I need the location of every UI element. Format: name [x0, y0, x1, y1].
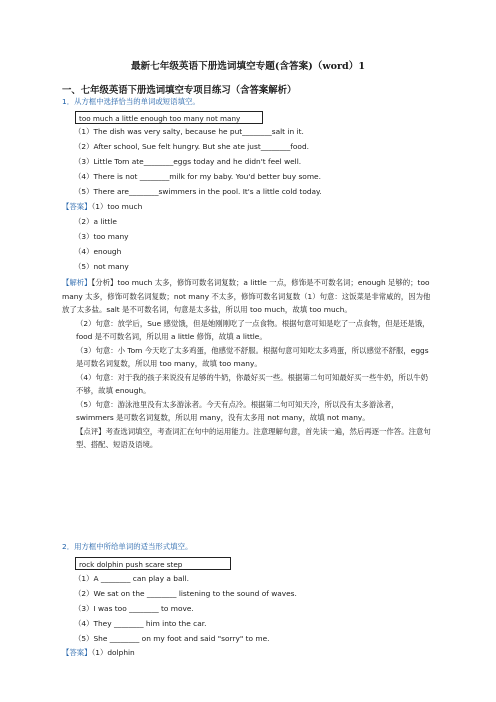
q1-item-3: （3）Little Tom ate________eggs today and he didn't feel well.	[74, 157, 302, 166]
q1-item-5: （5）There are________swimmers in the pool. It's a little cold today.	[74, 187, 322, 196]
q1-analysis-5: （5）句意：游泳池里没有太多游泳者。今天有点冷。根据第二句可知天冷，所以没有太多游泳者，swimmers 是可数名词复数，所以用 many，没有太多用 not many，故填 not many。	[76, 399, 399, 422]
q2-item-4: （4）They ________ him into the car.	[74, 619, 207, 628]
section-heading: 一、七年级英语下册选词填空专项目练习（含答案解析）	[62, 85, 297, 96]
q2-prompt: 2．用方框中所给单词的适当形式填空。	[62, 542, 193, 551]
q1-answer-2: （2）a little	[74, 217, 117, 226]
q1-item-2: （2）After school, Sue felt hungry. But she ate just________food.	[74, 142, 309, 151]
q1-item-1: （1）The dish was very salty, because he put________salt in it.	[74, 127, 304, 136]
q2-answer-label: 【答案】	[62, 648, 92, 657]
q1-item-4: （4）There is not ________milk for my baby. You'd better buy some.	[74, 172, 321, 181]
document-title: 最新七年级英语下册选词填空专题(含答案)（word）1	[130, 61, 366, 72]
q1-analysis	[62, 276, 434, 452]
q1-answer-label: 【答案】	[62, 202, 92, 211]
q1-analysis-4: （4）句意：对于我的孩子来说没有足够的牛奶，你最好买一些。根据第二句可知最好买一些牛奶，所以牛奶不够，故填 enough。	[76, 372, 429, 395]
q1-analysis-2: （2）句意：放学后，Sue 感觉饿，但是她刚刚吃了一点食物。根据句意可知是吃了一点食物，但是还是饿，food 是不可数名词，所以用 a little 修饰，故填 a little。	[76, 318, 430, 341]
q2-item-3: （3）I was too ________ to move.	[74, 604, 194, 613]
q1-prompt: 1．从方框中选择恰当的单词或短语填空。	[62, 97, 200, 106]
q1-analysis-3: （3）句意：小 Tom 今天吃了太多鸡蛋，他感觉不舒服。根据句意可知吃太多鸡蛋，所以感觉不舒服，eggs 是可数名词复数，所以用 too many，故填 too many。	[76, 345, 429, 368]
q1-word-box: too much a little enough too many not many	[75, 111, 263, 124]
q1-answer-4: （4）enough	[74, 247, 122, 256]
q2-answer-1: （1）dolphin	[91, 648, 135, 657]
q2-item-2: （2）We sat on the ________ listening to the sound of waves.	[74, 589, 297, 598]
q2-answer-row	[62, 648, 135, 658]
q2-word-box: rock dolphin push scare step	[75, 557, 231, 570]
q2-item-1: （1）A ________ can play a ball.	[74, 574, 189, 583]
q1-analysis-1: 【分析】too much 太多，修饰可数名词复数；a little 一点，修饰是不可数名词；enough 足够的；too many 太多，修饰可数名词复数；not many 不太多，修饰可数名词复数（1）句意：这饭菜是非常咸的，因为他放了太多盐。salt 是不可数名词，句意是太多盐，所以用 too much，故填 too much。	[62, 278, 431, 314]
q1-answer-row	[62, 202, 142, 212]
q1-answer-1: （1）too much	[91, 202, 143, 211]
q1-analysis-label: 【解析】	[62, 278, 92, 287]
q1-comment: 【点评】考查选词填空，考查词汇在句中的运用能力。注意理解句意，首先读一遍，然后再逐一作答。注意句型、搭配、短语及语境。	[76, 426, 431, 449]
q2-item-5: （5）She ________ on my foot and said "sorry" to me.	[74, 634, 270, 643]
q1-answer-3: （3）too many	[74, 232, 129, 241]
q1-answer-5: （5）not many	[74, 262, 129, 271]
